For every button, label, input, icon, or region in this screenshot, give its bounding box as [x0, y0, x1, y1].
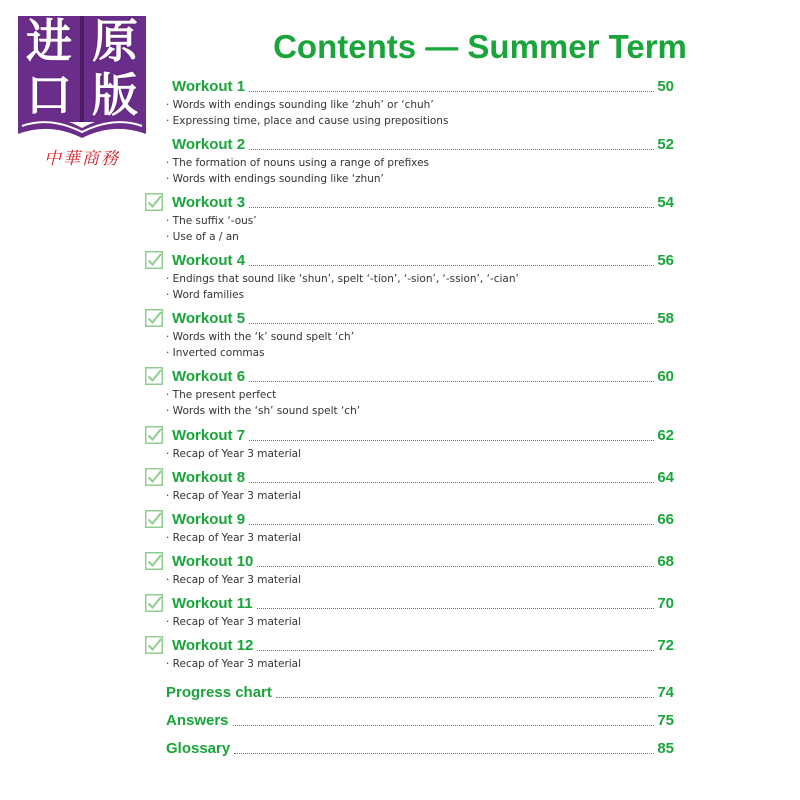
toc-subtopic: · Recap of Year 3 material — [166, 448, 302, 460]
toc-entry-title[interactable]: Workout 7 — [172, 427, 246, 444]
toc-subtopic: · Words with endings sounding like ‘zhun’ — [166, 173, 384, 185]
toc-subtopics — [166, 387, 360, 419]
toc-page-number: 62 — [657, 427, 674, 444]
checkbox-checked-icon[interactable] — [145, 426, 163, 444]
toc-page-number: 75 — [657, 712, 674, 729]
toc-entry-title[interactable]: Workout 11 — [172, 595, 253, 612]
toc-page-number: 64 — [657, 469, 674, 486]
toc-subtopics — [166, 271, 519, 303]
toc-page-number: 66 — [657, 511, 674, 528]
toc-entry-title[interactable]: Glossary — [166, 740, 231, 757]
toc-subtopic: · Expressing time, place and cause using prepositions — [166, 115, 449, 127]
logo-subtitle: 中華商務 — [44, 149, 120, 169]
toc-entry-title[interactable]: Answers — [166, 712, 229, 729]
dot-leader — [249, 524, 654, 525]
dot-leader — [233, 725, 655, 726]
toc-entry-title[interactable]: Workout 3 — [172, 194, 246, 211]
toc-entry-title[interactable]: Workout 5 — [172, 310, 246, 327]
toc-page-number: 60 — [657, 368, 674, 385]
checkbox-checked-icon[interactable] — [145, 193, 163, 211]
toc-entry-title[interactable]: Progress chart — [166, 684, 272, 701]
dot-leader — [249, 381, 654, 382]
logo-char-4: 版 — [92, 68, 138, 122]
toc-subtopics — [166, 572, 301, 588]
toc-subtopic: · Word families — [166, 289, 245, 301]
toc-subtopic: · Recap of Year 3 material — [166, 574, 302, 586]
page-title: Contents — Summer Term — [273, 28, 687, 65]
toc-page-number: 68 — [657, 553, 674, 570]
toc-subtopics — [166, 488, 301, 504]
toc-subtopics — [166, 446, 301, 462]
toc-subtopic: · The suffix ‘-ous’ — [166, 215, 257, 227]
publisher-logo — [16, 14, 148, 169]
toc-page-number: 72 — [657, 637, 674, 654]
checkbox-checked-icon[interactable] — [145, 468, 163, 486]
toc-subtopic: · Recap of Year 3 material — [166, 616, 302, 628]
toc-page-number: 85 — [657, 740, 674, 757]
toc-entry-title[interactable]: Workout 12 — [172, 637, 254, 654]
toc-entry-title[interactable]: Workout 10 — [172, 553, 254, 570]
toc-subtopic: · Inverted commas — [166, 347, 265, 359]
logo-char-1: 进 — [26, 14, 72, 68]
toc-entry-title[interactable]: Workout 2 — [172, 136, 246, 153]
toc-subtopics — [166, 155, 429, 187]
toc-entry-title[interactable]: Workout 1 — [172, 78, 246, 95]
logo-char-3: 口 — [26, 68, 72, 122]
toc-entry-title[interactable]: Workout 9 — [172, 511, 246, 528]
checkbox-checked-icon[interactable] — [145, 594, 163, 612]
toc-subtopic: · Recap of Year 3 material — [166, 658, 302, 670]
dot-leader — [249, 149, 654, 150]
dot-leader — [249, 265, 654, 266]
toc-entry-title[interactable]: Workout 8 — [172, 469, 246, 486]
logo-char-2: 原 — [92, 14, 138, 68]
toc-subtopics — [166, 530, 301, 546]
toc-page-number: 52 — [657, 136, 674, 153]
toc-page-number: 70 — [657, 595, 674, 612]
dot-leader — [276, 697, 654, 698]
dot-leader — [234, 753, 654, 754]
toc-subtopic: · Use of a / an — [166, 231, 239, 243]
toc-subtopic: · The formation of nouns using a range of prefixes — [166, 157, 430, 169]
toc-subtopic: · Recap of Year 3 material — [166, 490, 302, 502]
dot-leader — [249, 323, 654, 324]
toc-page-number: 74 — [657, 684, 674, 701]
checkbox-checked-icon[interactable] — [145, 309, 163, 327]
toc-subtopics — [166, 97, 448, 129]
checkbox-checked-icon[interactable] — [145, 552, 163, 570]
dot-leader — [249, 482, 654, 483]
dot-leader — [249, 207, 654, 208]
toc-subtopics — [166, 614, 301, 630]
toc-entry-title[interactable]: Workout 4 — [172, 252, 246, 269]
toc-subtopic: · The present perfect — [166, 389, 277, 401]
toc-subtopic: · Endings that sound like ‘shun’, spelt ‘-tion’, ‘-sion’, ‘-ssion’, ‘-cian’ — [166, 273, 519, 285]
checkbox-checked-icon[interactable] — [145, 367, 163, 385]
toc-subtopic: · Words with the ‘sh’ sound spelt ‘ch’ — [166, 405, 361, 417]
toc-subtopic: · Words with the ‘k’ sound spelt ‘ch’ — [166, 331, 355, 343]
toc-entry-title[interactable]: Workout 6 — [172, 368, 246, 385]
toc-subtopics — [166, 656, 301, 672]
toc-page-number: 54 — [657, 194, 674, 211]
dot-leader — [249, 440, 654, 441]
toc-page-number: 58 — [657, 310, 674, 327]
toc-subtopic: · Recap of Year 3 material — [166, 532, 302, 544]
checkbox-checked-icon[interactable] — [145, 636, 163, 654]
toc-page-number: 50 — [657, 78, 674, 95]
toc-subtopics — [166, 213, 257, 245]
checkbox-checked-icon[interactable] — [145, 251, 163, 269]
toc-page-number: 56 — [657, 252, 674, 269]
dot-leader — [257, 608, 655, 609]
checkbox-checked-icon[interactable] — [145, 510, 163, 528]
toc-subtopic: · Words with endings sounding like ‘zhuh’ or ‘chuh’ — [166, 99, 434, 111]
dot-leader — [249, 91, 654, 92]
dot-leader — [257, 566, 654, 567]
toc-subtopics — [166, 329, 354, 361]
dot-leader — [257, 650, 654, 651]
